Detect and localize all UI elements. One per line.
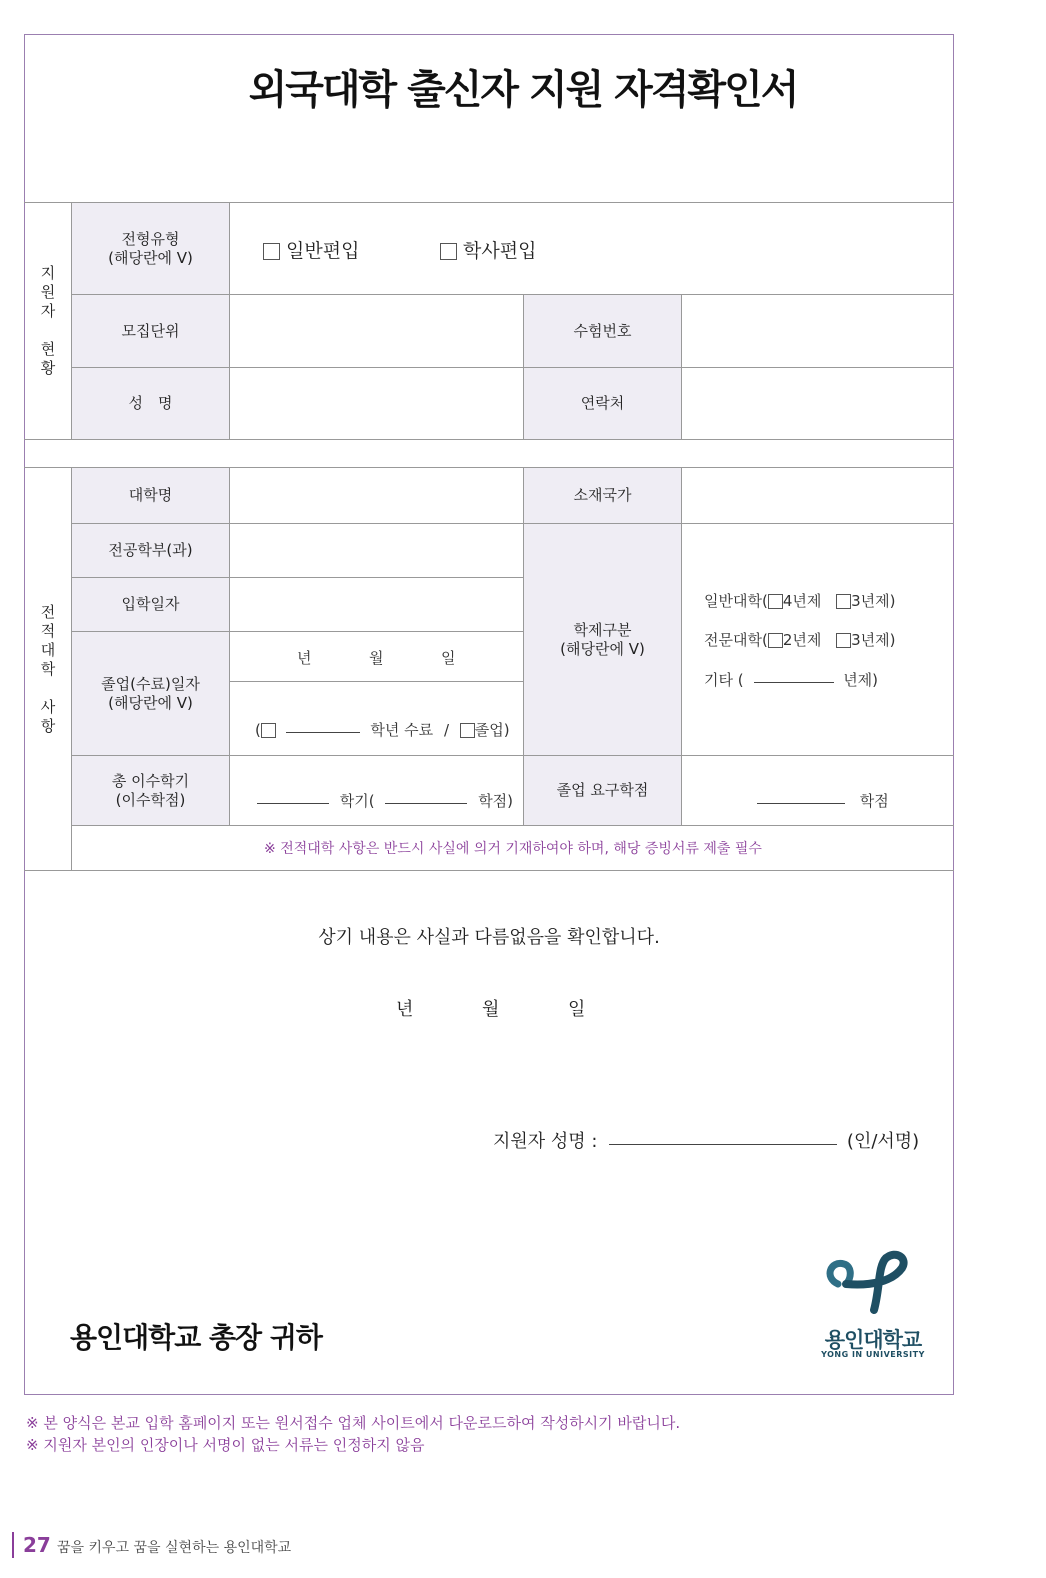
system-other-row: 기타 ( 년제) <box>704 671 879 689</box>
other-years-blank[interactable] <box>754 681 834 683</box>
footnote-2: ※ 지원자 본인의 인장이나 서명이 없는 서류는 인정하지 않음 <box>26 1436 425 1454</box>
graduated-checkbox[interactable] <box>460 723 475 738</box>
exam-no-field[interactable] <box>682 295 954 367</box>
confirm-month: 월 <box>482 999 500 1020</box>
general-4y-checkbox[interactable] <box>768 594 783 609</box>
grad-status-row: ( 학년 수료 / 졸업) <box>255 721 510 739</box>
confirm-text: 상기 내용은 사실과 다름없음을 확인합니다. <box>318 927 660 948</box>
education-section-label: 전 적 대 학 사 항 <box>40 602 56 735</box>
signature-row: 지원자 성명 : (인/서명) <box>493 1131 920 1152</box>
university-logo <box>818 1248 928 1360</box>
grad-label: 졸업(수료)일자 (해당란에 V) <box>72 632 229 755</box>
bachelor-transfer-checkbox[interactable] <box>440 243 457 260</box>
entrance-field[interactable] <box>230 578 523 631</box>
semesters-row: 학기( 학점) <box>257 790 513 811</box>
grad-year: 년 <box>297 649 312 667</box>
footnote-1: ※ 본 양식은 본교 입학 홈페이지 또는 원서접수 업체 사이트에서 다운로드하여 작성하시기 바랍니다. <box>26 1414 681 1432</box>
logo-name-en: YONG IN UNIVERSITY <box>821 1350 925 1359</box>
applicant-section-label: 지 원 자 현 황 <box>40 264 56 377</box>
country-label: 소재국가 <box>524 468 681 523</box>
system-label: 학제구분 (해당란에 V) <box>524 524 681 755</box>
footer-slogan: 꿈을 키우고 꿈을 실현하는 용인대학교 <box>57 1540 292 1556</box>
grad-month: 월 <box>369 649 384 667</box>
grade-year-blank[interactable] <box>286 731 360 733</box>
univ-field[interactable] <box>230 468 523 523</box>
semesters-label: 총 이수학기 (이수학점) <box>72 756 229 825</box>
general-transfer-checkbox[interactable] <box>263 243 280 260</box>
req-credit-blank[interactable] <box>757 802 845 804</box>
college-3y-checkbox[interactable] <box>836 633 851 648</box>
req-credit-row: 학점 <box>757 790 889 811</box>
major-field[interactable] <box>230 524 523 577</box>
confirm-day: 일 <box>568 999 586 1020</box>
credits-blank[interactable] <box>385 802 467 804</box>
univ-label: 대학명 <box>72 468 229 523</box>
footer-divider <box>12 1532 14 1558</box>
type-label: 전형유형 (해당란에 V) <box>72 203 229 294</box>
system-general-row: 일반대학( 4년제 3년제) <box>704 592 896 610</box>
college-2y-checkbox[interactable] <box>768 633 783 648</box>
logo-name-ko: 용인대학교 <box>824 1328 922 1352</box>
page-number: 27 <box>23 1533 51 1557</box>
req-credit-label: 졸업 요구학점 <box>524 756 681 825</box>
signature-blank[interactable] <box>609 1143 837 1145</box>
education-notice: ※ 전적대학 사항은 반드시 사실에 의거 기재하여야 하며, 해당 증빙서류 제출 필수 <box>264 841 762 857</box>
contact-field[interactable] <box>682 368 954 439</box>
entrance-label: 입학일자 <box>72 578 229 631</box>
form-title: 외국대학 출신자 지원 자격확인서 <box>248 67 798 113</box>
exam-no-label: 수험번호 <box>524 295 681 367</box>
type-option-general[interactable]: 일반편입 <box>263 236 359 263</box>
grad-day: 일 <box>441 649 456 667</box>
semesters-blank[interactable] <box>257 802 329 804</box>
type-option-bachelor[interactable]: 학사편입 <box>440 236 536 263</box>
confirm-year: 년 <box>396 999 414 1020</box>
name-label: 성 명 <box>72 368 229 439</box>
addressee: 용인대학교 총장 귀하 <box>70 1321 322 1354</box>
unit-field[interactable] <box>230 295 523 367</box>
grade-complete-checkbox[interactable] <box>261 723 276 738</box>
system-college-row: 전문대학( 2년제 3년제) <box>704 631 896 649</box>
general-3y-checkbox[interactable] <box>836 594 851 609</box>
major-label: 전공학부(과) <box>72 524 229 577</box>
unit-label: 모집단위 <box>72 295 229 367</box>
country-field[interactable] <box>682 468 954 523</box>
name-field[interactable] <box>230 368 523 439</box>
contact-label: 연락처 <box>524 368 681 439</box>
university-emblem-icon <box>818 1248 928 1318</box>
